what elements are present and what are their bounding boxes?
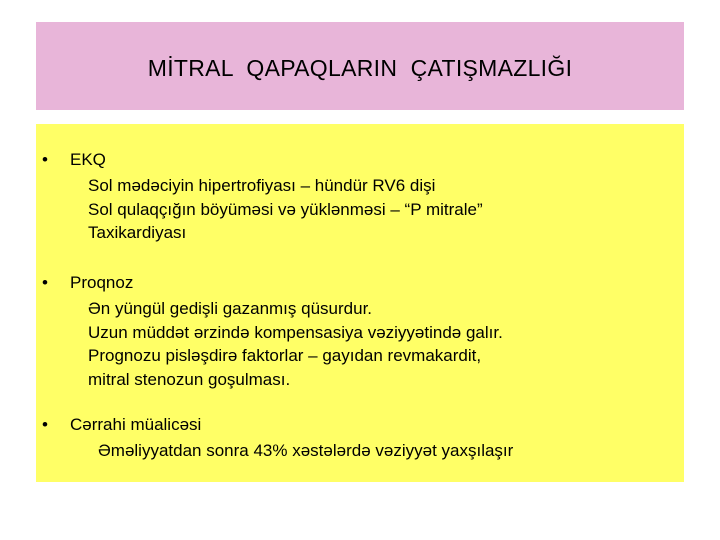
page-title: MİTRAL QAPAQLARIN ÇATIŞMAZLIĞI <box>147 54 573 81</box>
bullet-marker: • <box>42 415 48 434</box>
bullet-marker: • <box>42 273 48 292</box>
text-line: Sol mədəciyin hipertrofiyası – hündür RV6 dişi <box>88 176 436 195</box>
text-line: Əməliyyatdan sonra 43% xəstələrdə vəziyyət yaxşılaşır <box>98 441 514 460</box>
section-heading: EKQ <box>70 150 106 169</box>
section-heading-row <box>42 415 513 439</box>
section-heading-row <box>42 150 483 174</box>
section-heading-row <box>42 273 503 297</box>
section-heading: Cərrahi müalicəsi <box>70 415 202 434</box>
text-line: Prognozu pisləşdirə faktorlar – gayıdan revmakardit, <box>88 346 482 365</box>
text-line: Uzun müddət ərzində kompensasiya vəziyyətində galır. <box>88 322 503 342</box>
section-proqnoz <box>42 273 503 391</box>
section-cerrahi <box>42 415 513 463</box>
section-heading: Proqnoz <box>70 273 134 292</box>
text-line: Sol qulaqçığın böyüməsi və yüklənməsi – “P mitrale” <box>88 199 483 219</box>
content-panel <box>36 124 684 482</box>
text-line: mitral stenozun goşulması. <box>88 369 291 389</box>
section-ekq <box>42 150 483 245</box>
text-line: Ən yüngül gedişli gazanmış qüsurdur. <box>88 299 373 318</box>
title-banner <box>36 22 684 110</box>
text-line: Taxikardiyası <box>88 223 187 242</box>
bullet-marker: • <box>42 150 48 169</box>
